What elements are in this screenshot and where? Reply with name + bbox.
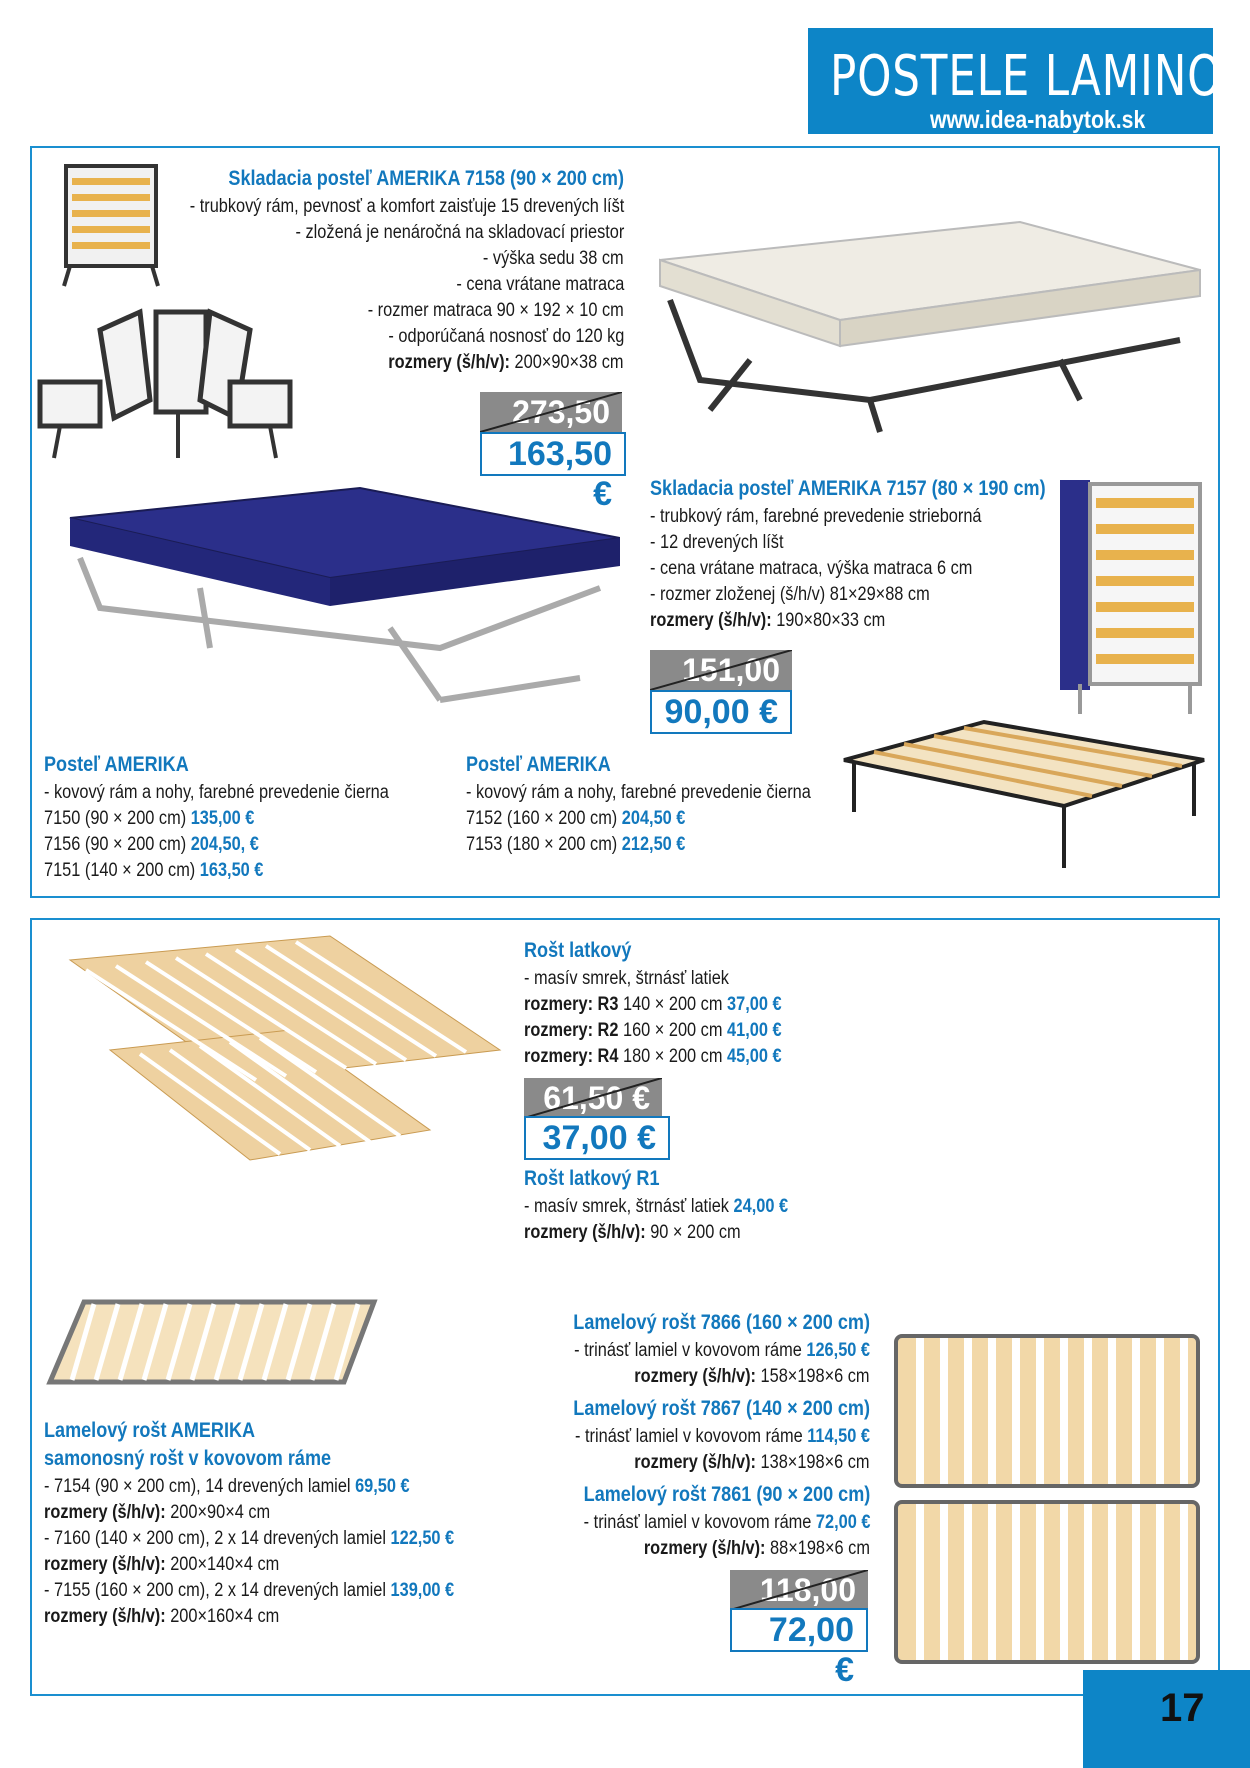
variant-price: 45,00 € (727, 1046, 782, 1067)
product-title-7867: Lamelový rošt 7867 (140 × 200 cm) (573, 1397, 870, 1420)
product-line: - kovový rám a nohy, farebné prevedenie čierna (466, 782, 811, 803)
variant-label: rozmery: R2 (524, 1020, 619, 1041)
variant-text: - 7154 (90 × 200 cm), 14 drevených lamiel (44, 1476, 351, 1497)
variant-price: 69,50 € (355, 1476, 410, 1497)
variant-label: rozmery: R3 (524, 994, 619, 1015)
old-price (524, 1078, 662, 1118)
variant-size: 140 × 200 cm (622, 994, 723, 1015)
variant-row (44, 1474, 410, 1500)
product-dimensions (650, 608, 885, 634)
product-line: - cena vrátane matraca, výška matraca 6 cm (650, 558, 973, 579)
product-dimensions (44, 1604, 279, 1630)
old-price (480, 392, 622, 432)
product-line (575, 1424, 870, 1450)
lamella-base-amerika-image (44, 1296, 384, 1388)
folded-bed-image (56, 160, 168, 290)
product-line: - kovový rám a nohy, farebné prevedenie čierna (44, 782, 389, 803)
product-dimensions (44, 1552, 279, 1578)
product-line: - odporúčaná nosnosť do 120 kg (388, 326, 624, 347)
strike-line (730, 1570, 868, 1610)
variant-price: 212,50 € (621, 834, 686, 855)
variant-row (524, 1044, 782, 1070)
variant-price: 122,50 € (390, 1528, 455, 1549)
product-line: - zložená je nenáročná na skladovací priestor (295, 222, 624, 243)
variant-row (524, 992, 782, 1018)
variant-row (466, 806, 685, 832)
variant-price: 204,50 € (621, 808, 686, 829)
folding-bed-7157-image (60, 478, 620, 718)
dims-value: 200×90×4 cm (170, 1502, 271, 1523)
line-text: - masív smrek, štrnásť latiek (524, 1196, 729, 1217)
new-price: 90,00 € (650, 690, 792, 734)
old-price (730, 1570, 868, 1610)
product-dimensions (524, 1220, 741, 1246)
variant-price: 163,50 € (199, 860, 264, 881)
product-line: - trubkový rám, pevnosť a komfort zaisťuje 15 drevených líšt (189, 196, 624, 217)
product-dimensions (389, 350, 624, 376)
product-line: - trubkový rám, farebné prevedenie strieborná (650, 506, 982, 527)
line-text: - trinásť lamiel v kovovom ráme (575, 1426, 803, 1447)
dims-value: 190×80×33 cm (776, 610, 886, 631)
product-title-7157: Skladacia posteľ AMERIKA 7157 (80 × 190 cm) (650, 477, 1046, 500)
dims-label: rozmery (š/h/v): (643, 1538, 766, 1559)
dims-label: rozmery (š/h/v): (634, 1452, 757, 1473)
strike-line (650, 650, 792, 690)
line-text: - trinásť lamiel v kovovom ráme (583, 1512, 811, 1533)
old-price-value: 273,50 (512, 394, 610, 430)
variant-price: 37,00 € (727, 994, 782, 1015)
variant-label: 7153 (180 × 200 cm) (466, 834, 618, 855)
product-line (583, 1510, 870, 1536)
new-price: 163,50 € (480, 432, 626, 476)
product-line (524, 1194, 788, 1220)
product-title-rost-r1: Rošt latkový R1 (524, 1167, 660, 1190)
wooden-slat-base-image (50, 930, 510, 1170)
variant-size: 180 × 200 cm (622, 1046, 723, 1067)
folded-bed-7157-image (1050, 474, 1210, 718)
line-price: 24,00 € (733, 1196, 789, 1217)
product-title-7158: Skladacia posteľ AMERIKA 7158 (90 × 200 cm) (228, 167, 624, 190)
variant-label: 7150 (90 × 200 cm) (44, 808, 187, 829)
product-dimensions (635, 1364, 870, 1390)
folding-bed-7158-image (640, 200, 1210, 440)
old-price-value: 118,00 (759, 1572, 856, 1608)
variant-size: 160 × 200 cm (622, 1020, 723, 1041)
dims-value: 200×160×4 cm (170, 1606, 280, 1627)
product-line: - 12 drevených líšt (650, 532, 784, 553)
website-url[interactable]: www.idea-nabytok.sk (930, 106, 1146, 134)
old-price (650, 650, 792, 690)
old-price-value: 151,00 (682, 652, 780, 688)
lamella-frame-double-image (888, 1330, 1206, 1670)
line-price: 114,50 € (807, 1426, 870, 1447)
variant-label: 7151 (140 × 200 cm) (44, 860, 196, 881)
variant-price: 204,50, € (190, 834, 259, 855)
dims-label: rozmery (š/h/v): (650, 610, 772, 631)
product-line: - rozmer matraca 90 × 192 × 10 cm (367, 300, 624, 321)
product-dimensions (44, 1500, 270, 1526)
product-subtitle: samonosný rošt v kovovom ráme (44, 1447, 332, 1470)
dims-label: rozmery (š/h/v): (634, 1366, 757, 1387)
variant-text: - 7155 (160 × 200 cm), 2 x 14 drevených lamiel (44, 1580, 386, 1601)
variant-row (44, 858, 263, 884)
product-title-postel-right: Posteľ AMERIKA (466, 753, 611, 776)
variant-price: 139,00 € (390, 1580, 455, 1601)
variant-row (44, 1578, 454, 1604)
metal-bed-frame-image (834, 716, 1214, 872)
dims-value: 88×198×6 cm (770, 1538, 870, 1559)
line-price: 72,00 € (815, 1512, 870, 1533)
dims-value: 158×198×6 cm (760, 1366, 870, 1387)
product-line: - rozmer zloženej (š/h/v) 81×29×88 cm (650, 584, 930, 605)
strike-line (480, 392, 622, 432)
dims-label: rozmery (š/h/v): (388, 352, 511, 373)
dims-value: 138×198×6 cm (760, 1452, 870, 1473)
product-line: - cena vrátane matraca (455, 274, 624, 295)
dims-label: rozmery (š/h/v): (44, 1606, 166, 1627)
variant-row (44, 832, 259, 858)
variant-row (466, 832, 685, 858)
line-price: 126,50 € (806, 1340, 870, 1361)
dims-value: 200×90×38 cm (514, 352, 624, 373)
line-text: - trinásť lamiel v kovovom ráme (574, 1340, 802, 1361)
old-price-value: 61,50 € (543, 1080, 650, 1116)
product-title-lamelovy-amerika: Lamelový rošt AMERIKA (44, 1419, 256, 1442)
product-line (574, 1338, 870, 1364)
product-title-rost-latkovy: Rošt latkový (524, 939, 632, 962)
variant-price: 135,00 € (190, 808, 255, 829)
variant-label: 7156 (90 × 200 cm) (44, 834, 187, 855)
product-dimensions (635, 1450, 870, 1476)
new-price: 37,00 € (524, 1116, 670, 1160)
page-number: 17 (1160, 1686, 1205, 1730)
strike-line (524, 1078, 662, 1118)
product-dimensions (644, 1536, 870, 1562)
page-title: POSTELE LAMINO (830, 44, 1223, 109)
variant-row (524, 1018, 782, 1044)
variant-price: 41,00 € (727, 1020, 782, 1041)
dims-label: rozmery (š/h/v): (524, 1222, 646, 1243)
product-line: - výška sedu 38 cm (483, 248, 624, 269)
dims-value: 90 × 200 cm (650, 1222, 741, 1243)
bed-unfolding-sequence-image (30, 300, 300, 460)
variant-label: rozmery: R4 (524, 1046, 619, 1067)
dims-label: rozmery (š/h/v): (44, 1554, 166, 1575)
new-price: 72,00 € (730, 1608, 868, 1652)
dims-value: 200×140×4 cm (170, 1554, 280, 1575)
variant-label: 7152 (160 × 200 cm) (466, 808, 618, 829)
dims-label: rozmery (š/h/v): (44, 1502, 166, 1523)
product-title-7861: Lamelový rošt 7861 (90 × 200 cm) (583, 1483, 870, 1506)
product-line: - masív smrek, štrnásť latiek (524, 968, 729, 989)
product-title-7866: Lamelový rošt 7866 (160 × 200 cm) (573, 1311, 870, 1334)
variant-row (44, 806, 254, 832)
variant-text: - 7160 (140 × 200 cm), 2 x 14 drevených lamiel (44, 1528, 386, 1549)
product-title-postel-left: Posteľ AMERIKA (44, 753, 189, 776)
variant-row (44, 1526, 454, 1552)
